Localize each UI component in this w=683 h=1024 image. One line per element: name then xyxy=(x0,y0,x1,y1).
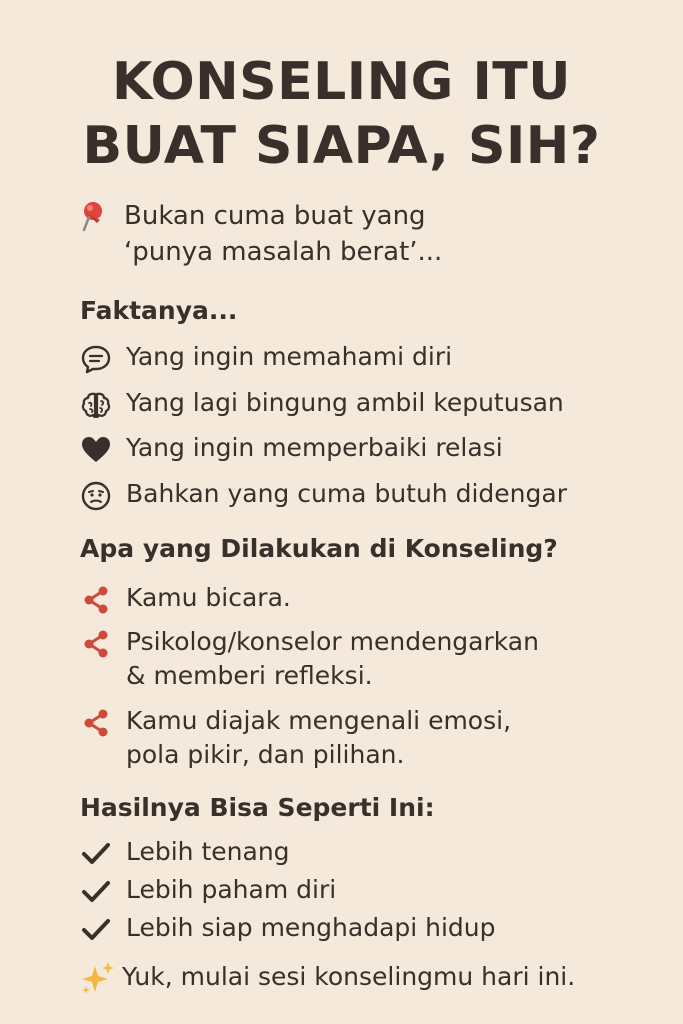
results-heading: Hasilnya Bisa Seperti Ini: xyxy=(80,793,435,822)
process-item-line-1: Psikolog/konselor mendengarkan xyxy=(126,627,539,656)
process-item-line-1: Kamu diajak mengenali emosi, xyxy=(126,706,512,735)
process-item-text xyxy=(126,704,666,772)
fact-item-text: Bahkan yang cuma butuh didengar xyxy=(126,479,567,508)
result-item-text: Lebih siap menghadapi hidup xyxy=(126,913,496,942)
process-item-line-2: pola pikir, dan pilihan. xyxy=(126,740,405,769)
title-line-1: KONSELING ITU xyxy=(112,52,571,112)
check-icon xyxy=(80,876,112,908)
process-item-line-1: Kamu bicara. xyxy=(126,583,291,612)
heart-icon xyxy=(80,434,112,466)
share-icon xyxy=(80,707,112,739)
check-icon xyxy=(80,838,112,870)
intro-line-1: Bukan cuma buat yang xyxy=(124,201,426,231)
fact-item-text: Yang ingin memperbaiki relasi xyxy=(126,433,503,462)
brain-icon xyxy=(80,389,112,421)
fact-item-text: Yang ingin memahami diri xyxy=(126,342,453,371)
process-heading: Apa yang Dilakukan di Konseling? xyxy=(80,534,558,563)
check-icon xyxy=(80,914,112,946)
facts-heading: Faktanya... xyxy=(80,296,238,325)
sparkles-icon xyxy=(80,960,116,996)
fact-item-text: Yang lagi bingung ambil keputusan xyxy=(126,388,564,417)
intro-line-2: ‘punya masalah berat’... xyxy=(124,237,443,267)
cta-text: Yuk, mulai sesi konselingmu hari ini. xyxy=(122,962,576,991)
pushpin-icon xyxy=(80,200,110,234)
result-item-text: Lebih tenang xyxy=(126,837,290,866)
speech-bubble-icon xyxy=(80,343,112,375)
intro-text xyxy=(124,198,644,270)
process-item-text xyxy=(126,581,666,615)
process-item-text xyxy=(126,625,666,693)
share-icon xyxy=(80,584,112,616)
process-item-line-2: & memberi refleksi. xyxy=(126,661,373,690)
title-line-2: BUAT SIAPA, SIH? xyxy=(82,116,601,176)
share-icon xyxy=(80,628,112,660)
result-item-text: Lebih paham diri xyxy=(126,875,337,904)
page-title xyxy=(0,50,683,178)
face-icon xyxy=(80,480,112,512)
